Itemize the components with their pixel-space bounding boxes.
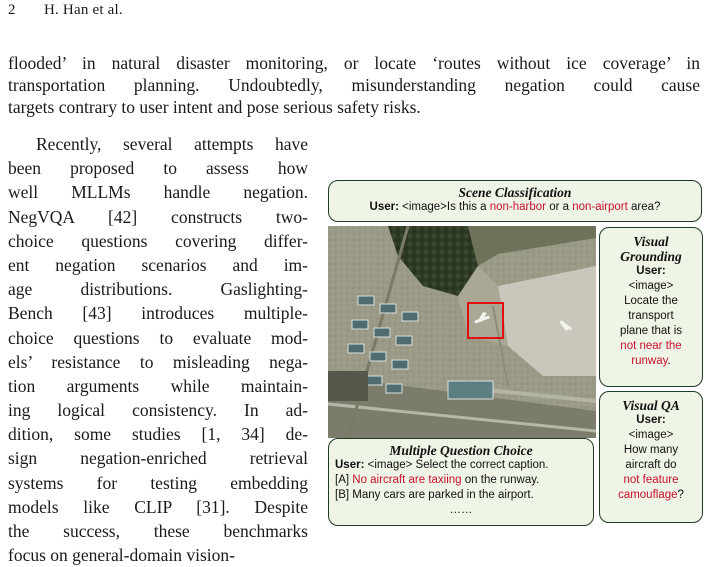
multiple-question-choice-box <box>328 438 594 526</box>
scene-classification-box <box>328 180 702 222</box>
visual-qa-title: Visual QA <box>622 398 680 413</box>
aerial-airport-image <box>328 226 596 438</box>
mqc-option-a: [A] No aircraft are taxiing on the runway. <box>335 474 540 486</box>
column-line: been proposed to assess how <box>8 158 308 179</box>
column-line: models like CLIP [31]. Despite <box>8 496 308 517</box>
running-authors: H. Han et al. <box>44 2 123 18</box>
negation-tasks-figure <box>323 176 707 534</box>
visual-grounding-title: Visual Grounding <box>620 234 682 264</box>
column-line: Recently, several attempts have <box>36 134 308 154</box>
visual-qa-box <box>599 391 703 523</box>
page-header <box>8 2 123 19</box>
column-line: the success, these benchmarks <box>8 521 308 541</box>
column-line: ent negation scenarios and im- <box>8 254 308 275</box>
column-line: dition, some studies [1, 34] de- <box>8 424 308 445</box>
body-column-paragraph <box>8 132 308 567</box>
multiple-question-choice-title: Multiple Question Choice <box>389 443 533 458</box>
scene-classification-title: Scene Classification <box>458 185 572 200</box>
visual-qa-user: User: <box>636 414 666 426</box>
column-line: choice questions to evaluate mod- <box>8 327 308 348</box>
intro-line: flooded’ in natural disaster monitoring, or locate ‘routes without ice coverage’ in <box>8 53 700 73</box>
column-line: els’ resistance to misleading nega- <box>8 351 308 372</box>
intro-paragraph <box>8 52 700 118</box>
visual-grounding-user: User: <box>636 265 666 277</box>
visual-qa-prompt: <image> How many aircraft do not feature camouflage? <box>618 429 684 501</box>
mqc-prompt: User: <image> Select the correct caption. <box>335 459 549 471</box>
intro-line: targets contrary to user intent and pose serious safety risks. <box>8 97 421 117</box>
column-line: age distributions. Gaslighting- <box>8 279 308 300</box>
column-line: Bench [43] introduces multiple- <box>8 303 308 324</box>
mqc-ellipsis: …… <box>449 504 473 516</box>
column-line: focus on general-domain vision- <box>8 545 235 566</box>
mqc-option-b: [B] Many cars are parked in the airport. <box>335 489 534 501</box>
column-line: NegVQA [42] constructs two- <box>8 206 308 227</box>
column-line: sign negation-enriched retrieval <box>8 448 308 469</box>
column-line: tion arguments while maintain- <box>8 375 308 396</box>
visual-grounding-prompt: <image> Locate the transport plane that is not near the runway. <box>619 280 682 367</box>
column-line: well MLLMs handle negation. <box>8 182 308 203</box>
visual-grounding-box <box>599 227 703 387</box>
scene-classification-prompt: User: <image>Is this a non-harbor or a non-airport area? <box>369 201 661 213</box>
page-number: 2 <box>8 2 16 18</box>
column-line: systems for testing embedding <box>8 472 308 493</box>
column-line: choice questions covering differ- <box>8 230 308 251</box>
intro-line: transportation planning. Undoubtedly, misunderstanding negation could cause <box>8 75 700 95</box>
column-line: ing logical consistency. In ad- <box>8 400 308 421</box>
